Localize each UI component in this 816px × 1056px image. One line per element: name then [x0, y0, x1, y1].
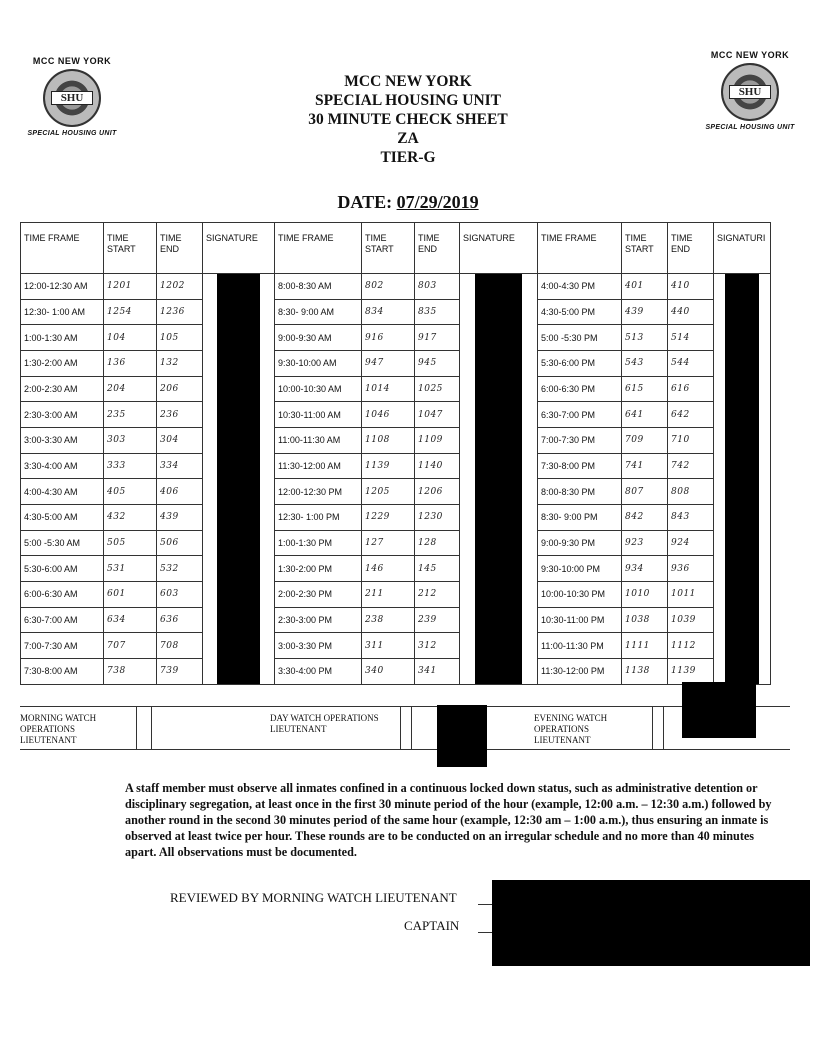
- time-start-cell: 1138: [622, 658, 668, 684]
- time-start-cell: 104: [104, 325, 157, 351]
- time-start-cell: 947: [362, 350, 415, 376]
- time-frame-cell: 7:00-7:30 AM: [21, 633, 104, 659]
- time-frame-cell: 10:00-10:30 PM: [538, 581, 622, 607]
- time-end-cell: 803: [415, 274, 460, 300]
- time-start-cell: 531: [104, 556, 157, 582]
- time-start-cell: 738: [104, 658, 157, 684]
- time-end-cell: 1140: [415, 453, 460, 479]
- seal-icon: [43, 69, 101, 127]
- signature-box: [136, 707, 152, 749]
- time-frame-cell: 5:00 -5:30 AM: [21, 530, 104, 556]
- logo-top-text: MCC NEW YORK: [710, 50, 790, 60]
- day-watch-label: DAY WATCH OPERATIONS LIEUTENANT: [270, 713, 379, 734]
- time-end-cell: 1047: [415, 402, 460, 428]
- time-end-cell: 334: [157, 453, 203, 479]
- time-start-cell: 802: [362, 274, 415, 300]
- time-start-cell: 204: [104, 376, 157, 402]
- time-end-cell: 924: [668, 530, 714, 556]
- time-start-cell: 601: [104, 581, 157, 607]
- redaction-block: [217, 274, 260, 684]
- date-line: [258, 192, 558, 213]
- time-frame-cell: 9:30-10:00 PM: [538, 556, 622, 582]
- heading-line: MCC NEW YORK: [344, 73, 472, 90]
- time-frame-cell: 12:30- 1:00 PM: [275, 504, 362, 530]
- time-start-cell: 1010: [622, 581, 668, 607]
- time-frame-cell: 4:00-4:30 AM: [21, 479, 104, 505]
- column-header: TIME START: [622, 223, 668, 274]
- time-frame-cell: 11:30-12:00 AM: [275, 453, 362, 479]
- time-start-cell: 709: [622, 427, 668, 453]
- time-start-cell: 340: [362, 658, 415, 684]
- time-end-cell: 410: [668, 274, 714, 300]
- time-end-cell: 1236: [157, 299, 203, 325]
- time-start-cell: 1254: [104, 299, 157, 325]
- column-header: TIME START: [104, 223, 157, 274]
- redaction-block: [492, 880, 810, 966]
- time-start-cell: 1014: [362, 376, 415, 402]
- time-start-cell: 1201: [104, 274, 157, 300]
- time-end-cell: 239: [415, 607, 460, 633]
- signature-cell: [203, 274, 275, 685]
- time-end-cell: 312: [415, 633, 460, 659]
- time-end-cell: 1206: [415, 479, 460, 505]
- column-header: TIME END: [157, 223, 203, 274]
- time-end-cell: 532: [157, 556, 203, 582]
- evening-watch-label: EVENING WATCH OPERATIONS LIEUTENANT: [534, 713, 608, 745]
- time-frame-cell: 8:00-8:30 AM: [275, 274, 362, 300]
- time-frame-cell: 12:00-12:30 AM: [21, 274, 104, 300]
- time-frame-cell: 3:30-4:00 PM: [275, 658, 362, 684]
- table-row: [21, 530, 771, 556]
- seal-text: SHU: [729, 85, 771, 99]
- time-start-cell: 333: [104, 453, 157, 479]
- signature-cell: [460, 274, 538, 685]
- time-start-cell: 1205: [362, 479, 415, 505]
- time-start-cell: 1229: [362, 504, 415, 530]
- time-frame-cell: 4:00-4:30 PM: [538, 274, 622, 300]
- time-end-cell: 145: [415, 556, 460, 582]
- time-start-cell: 1111: [622, 633, 668, 659]
- time-start-cell: 707: [104, 633, 157, 659]
- time-end-cell: 1230: [415, 504, 460, 530]
- heading-line: SPECIAL HOUSING UNIT: [314, 92, 502, 109]
- time-end-cell: 917: [415, 325, 460, 351]
- time-frame-cell: 4:30-5:00 PM: [538, 299, 622, 325]
- time-end-cell: 708: [157, 633, 203, 659]
- logo-bottom-text: SPECIAL HOUSING UNIT: [27, 130, 117, 137]
- time-frame-cell: 7:30-8:00 AM: [21, 658, 104, 684]
- time-end-cell: 843: [668, 504, 714, 530]
- time-start-cell: 211: [362, 581, 415, 607]
- time-end-cell: 710: [668, 427, 714, 453]
- time-frame-cell: 3:30-4:00 AM: [21, 453, 104, 479]
- signature-cell: [714, 274, 771, 685]
- time-start-cell: 615: [622, 376, 668, 402]
- logo-top-text: MCC NEW YORK: [32, 56, 112, 66]
- time-end-cell: 212: [415, 581, 460, 607]
- column-header: SIGNATURE: [460, 223, 538, 274]
- time-start-cell: 146: [362, 556, 415, 582]
- time-start-cell: 543: [622, 350, 668, 376]
- time-frame-cell: 11:00-11:30 AM: [275, 427, 362, 453]
- time-frame-cell: 7:30-8:00 PM: [538, 453, 622, 479]
- time-start-cell: 136: [104, 350, 157, 376]
- column-header: TIME END: [415, 223, 460, 274]
- time-start-cell: 923: [622, 530, 668, 556]
- redaction-block: [682, 682, 756, 738]
- heading-line: ZA: [397, 130, 419, 147]
- time-start-cell: 842: [622, 504, 668, 530]
- time-end-cell: 1139: [668, 658, 714, 684]
- time-end-cell: 636: [157, 607, 203, 633]
- time-end-cell: 206: [157, 376, 203, 402]
- time-frame-cell: 6:30-7:00 AM: [21, 607, 104, 633]
- time-frame-cell: 1:00-1:30 PM: [275, 530, 362, 556]
- time-start-cell: 634: [104, 607, 157, 633]
- table-row: [21, 633, 771, 659]
- shu-logo-right: [700, 50, 800, 131]
- time-start-cell: 934: [622, 556, 668, 582]
- table-row: [21, 504, 771, 530]
- time-frame-cell: 9:00-9:30 PM: [538, 530, 622, 556]
- time-start-cell: 405: [104, 479, 157, 505]
- time-end-cell: 406: [157, 479, 203, 505]
- time-end-cell: 1011: [668, 581, 714, 607]
- time-end-cell: 835: [415, 299, 460, 325]
- time-end-cell: 506: [157, 530, 203, 556]
- time-start-cell: 238: [362, 607, 415, 633]
- column-header: SIGNATURE: [203, 223, 275, 274]
- time-frame-cell: 2:00-2:30 PM: [275, 581, 362, 607]
- time-end-cell: 945: [415, 350, 460, 376]
- time-start-cell: 1108: [362, 427, 415, 453]
- column-header: SIGNATURI: [714, 223, 771, 274]
- table-row: [21, 325, 771, 351]
- time-frame-cell: 2:30-3:00 PM: [275, 607, 362, 633]
- time-frame-cell: 3:00-3:30 AM: [21, 427, 104, 453]
- reviewed-by-label: REVIEWED BY MORNING WATCH LIEUTENANT: [170, 890, 457, 905]
- table-row: [21, 607, 771, 633]
- table-row: [21, 581, 771, 607]
- time-end-cell: 105: [157, 325, 203, 351]
- time-frame-cell: 6:30-7:00 PM: [538, 402, 622, 428]
- time-end-cell: 603: [157, 581, 203, 607]
- time-start-cell: 1046: [362, 402, 415, 428]
- logo-bottom-text: SPECIAL HOUSING UNIT: [705, 124, 795, 131]
- time-start-cell: 1038: [622, 607, 668, 633]
- table-row: [21, 658, 771, 684]
- table-body: [21, 274, 771, 685]
- time-start-cell: 741: [622, 453, 668, 479]
- time-frame-cell: 6:00-6:30 PM: [538, 376, 622, 402]
- time-end-cell: 304: [157, 427, 203, 453]
- time-frame-cell: 4:30-5:00 AM: [21, 504, 104, 530]
- redaction-block: [437, 705, 487, 767]
- time-end-cell: 642: [668, 402, 714, 428]
- time-end-cell: 544: [668, 350, 714, 376]
- time-frame-cell: 5:00 -5:30 PM: [538, 325, 622, 351]
- seal-text: SHU: [51, 91, 93, 105]
- time-frame-cell: 9:30-10:00 AM: [275, 350, 362, 376]
- time-frame-cell: 11:00-11:30 PM: [538, 633, 622, 659]
- time-end-cell: 1109: [415, 427, 460, 453]
- time-start-cell: 834: [362, 299, 415, 325]
- table-header-row: [21, 223, 771, 274]
- table-row: [21, 427, 771, 453]
- heading-line: TIER-G: [380, 149, 436, 166]
- table-row: [21, 479, 771, 505]
- time-end-cell: 1025: [415, 376, 460, 402]
- time-start-cell: 432: [104, 504, 157, 530]
- redaction-block: [725, 274, 759, 684]
- time-end-cell: 742: [668, 453, 714, 479]
- column-header: TIME FRAME: [538, 223, 622, 274]
- time-end-cell: 739: [157, 658, 203, 684]
- time-frame-cell: 9:00-9:30 AM: [275, 325, 362, 351]
- time-frame-cell: 5:30-6:00 AM: [21, 556, 104, 582]
- time-frame-cell: 5:30-6:00 PM: [538, 350, 622, 376]
- column-header: TIME FRAME: [21, 223, 104, 274]
- time-frame-cell: 3:00-3:30 PM: [275, 633, 362, 659]
- time-start-cell: 311: [362, 633, 415, 659]
- policy-paragraph: A staff member must observe all inmates confined in a continuous locked down status, such as administrative detention or disciplinary segregation, at least once in the first 30 minute period of the hour (example, 12:00 a.m. – 12:30 a.m.) followed by another round in the second 30 minutes period of the same hour (example, 12:30 am – 1:00 a.m.), thus ensuring an inmate is observed at least twice per hour. These rounds are to be conducted on an irregular schedule and no more than 40 minutes apart. All observations must be documented.: [125, 781, 772, 859]
- time-frame-cell: 8:30- 9:00 PM: [538, 504, 622, 530]
- time-start-cell: 401: [622, 274, 668, 300]
- table-row: [21, 350, 771, 376]
- time-end-cell: 808: [668, 479, 714, 505]
- time-end-cell: 616: [668, 376, 714, 402]
- time-frame-cell: 6:00-6:30 AM: [21, 581, 104, 607]
- redaction-block: [475, 274, 521, 684]
- time-end-cell: 132: [157, 350, 203, 376]
- time-end-cell: 128: [415, 530, 460, 556]
- time-frame-cell: 1:30-2:00 AM: [21, 350, 104, 376]
- morning-watch-label: MORNING WATCH OPERATIONS LIEUTENANT: [20, 713, 97, 745]
- time-end-cell: 1202: [157, 274, 203, 300]
- time-frame-cell: 2:30-3:00 AM: [21, 402, 104, 428]
- time-frame-cell: 1:00-1:30 AM: [21, 325, 104, 351]
- time-frame-cell: 10:30-11:00 AM: [275, 402, 362, 428]
- time-frame-cell: 2:00-2:30 AM: [21, 376, 104, 402]
- captain-label: CAPTAIN: [404, 918, 460, 933]
- time-start-cell: 505: [104, 530, 157, 556]
- column-header: TIME FRAME: [275, 223, 362, 274]
- time-end-cell: 514: [668, 325, 714, 351]
- table-row: [21, 453, 771, 479]
- date-label: DATE:: [337, 192, 393, 212]
- table-row: [21, 274, 771, 300]
- check-table: [20, 222, 771, 685]
- time-start-cell: 641: [622, 402, 668, 428]
- time-frame-cell: 11:30-12:00 PM: [538, 658, 622, 684]
- time-start-cell: 916: [362, 325, 415, 351]
- time-frame-cell: 8:00-8:30 PM: [538, 479, 622, 505]
- time-frame-cell: 10:00-10:30 AM: [275, 376, 362, 402]
- heading-line: 30 MINUTE CHECK SHEET: [308, 111, 508, 128]
- time-end-cell: 936: [668, 556, 714, 582]
- watch-signature-row: [20, 706, 790, 750]
- time-end-cell: 440: [668, 299, 714, 325]
- time-end-cell: 236: [157, 402, 203, 428]
- time-end-cell: 1112: [668, 633, 714, 659]
- time-start-cell: 807: [622, 479, 668, 505]
- time-start-cell: 303: [104, 427, 157, 453]
- time-start-cell: 439: [622, 299, 668, 325]
- time-frame-cell: 1:30-2:00 PM: [275, 556, 362, 582]
- time-frame-cell: 8:30- 9:00 AM: [275, 299, 362, 325]
- time-frame-cell: 12:00-12:30 PM: [275, 479, 362, 505]
- seal-icon: [721, 63, 779, 121]
- column-header: TIME END: [668, 223, 714, 274]
- table-row: [21, 299, 771, 325]
- table-row: [21, 376, 771, 402]
- time-start-cell: 235: [104, 402, 157, 428]
- time-start-cell: 513: [622, 325, 668, 351]
- signature-box: [652, 707, 664, 749]
- time-end-cell: 1039: [668, 607, 714, 633]
- shu-logo-left: [22, 56, 122, 137]
- time-frame-cell: 7:00-7:30 PM: [538, 427, 622, 453]
- table-row: [21, 556, 771, 582]
- time-frame-cell: 12:30- 1:00 AM: [21, 299, 104, 325]
- signature-box: [400, 707, 412, 749]
- date-value: 07/29/2019: [396, 192, 479, 212]
- table-row: [21, 402, 771, 428]
- time-frame-cell: 10:30-11:00 PM: [538, 607, 622, 633]
- time-end-cell: 439: [157, 504, 203, 530]
- column-header: TIME START: [362, 223, 415, 274]
- time-start-cell: 1139: [362, 453, 415, 479]
- time-end-cell: 341: [415, 658, 460, 684]
- time-start-cell: 127: [362, 530, 415, 556]
- document-heading: [258, 72, 558, 167]
